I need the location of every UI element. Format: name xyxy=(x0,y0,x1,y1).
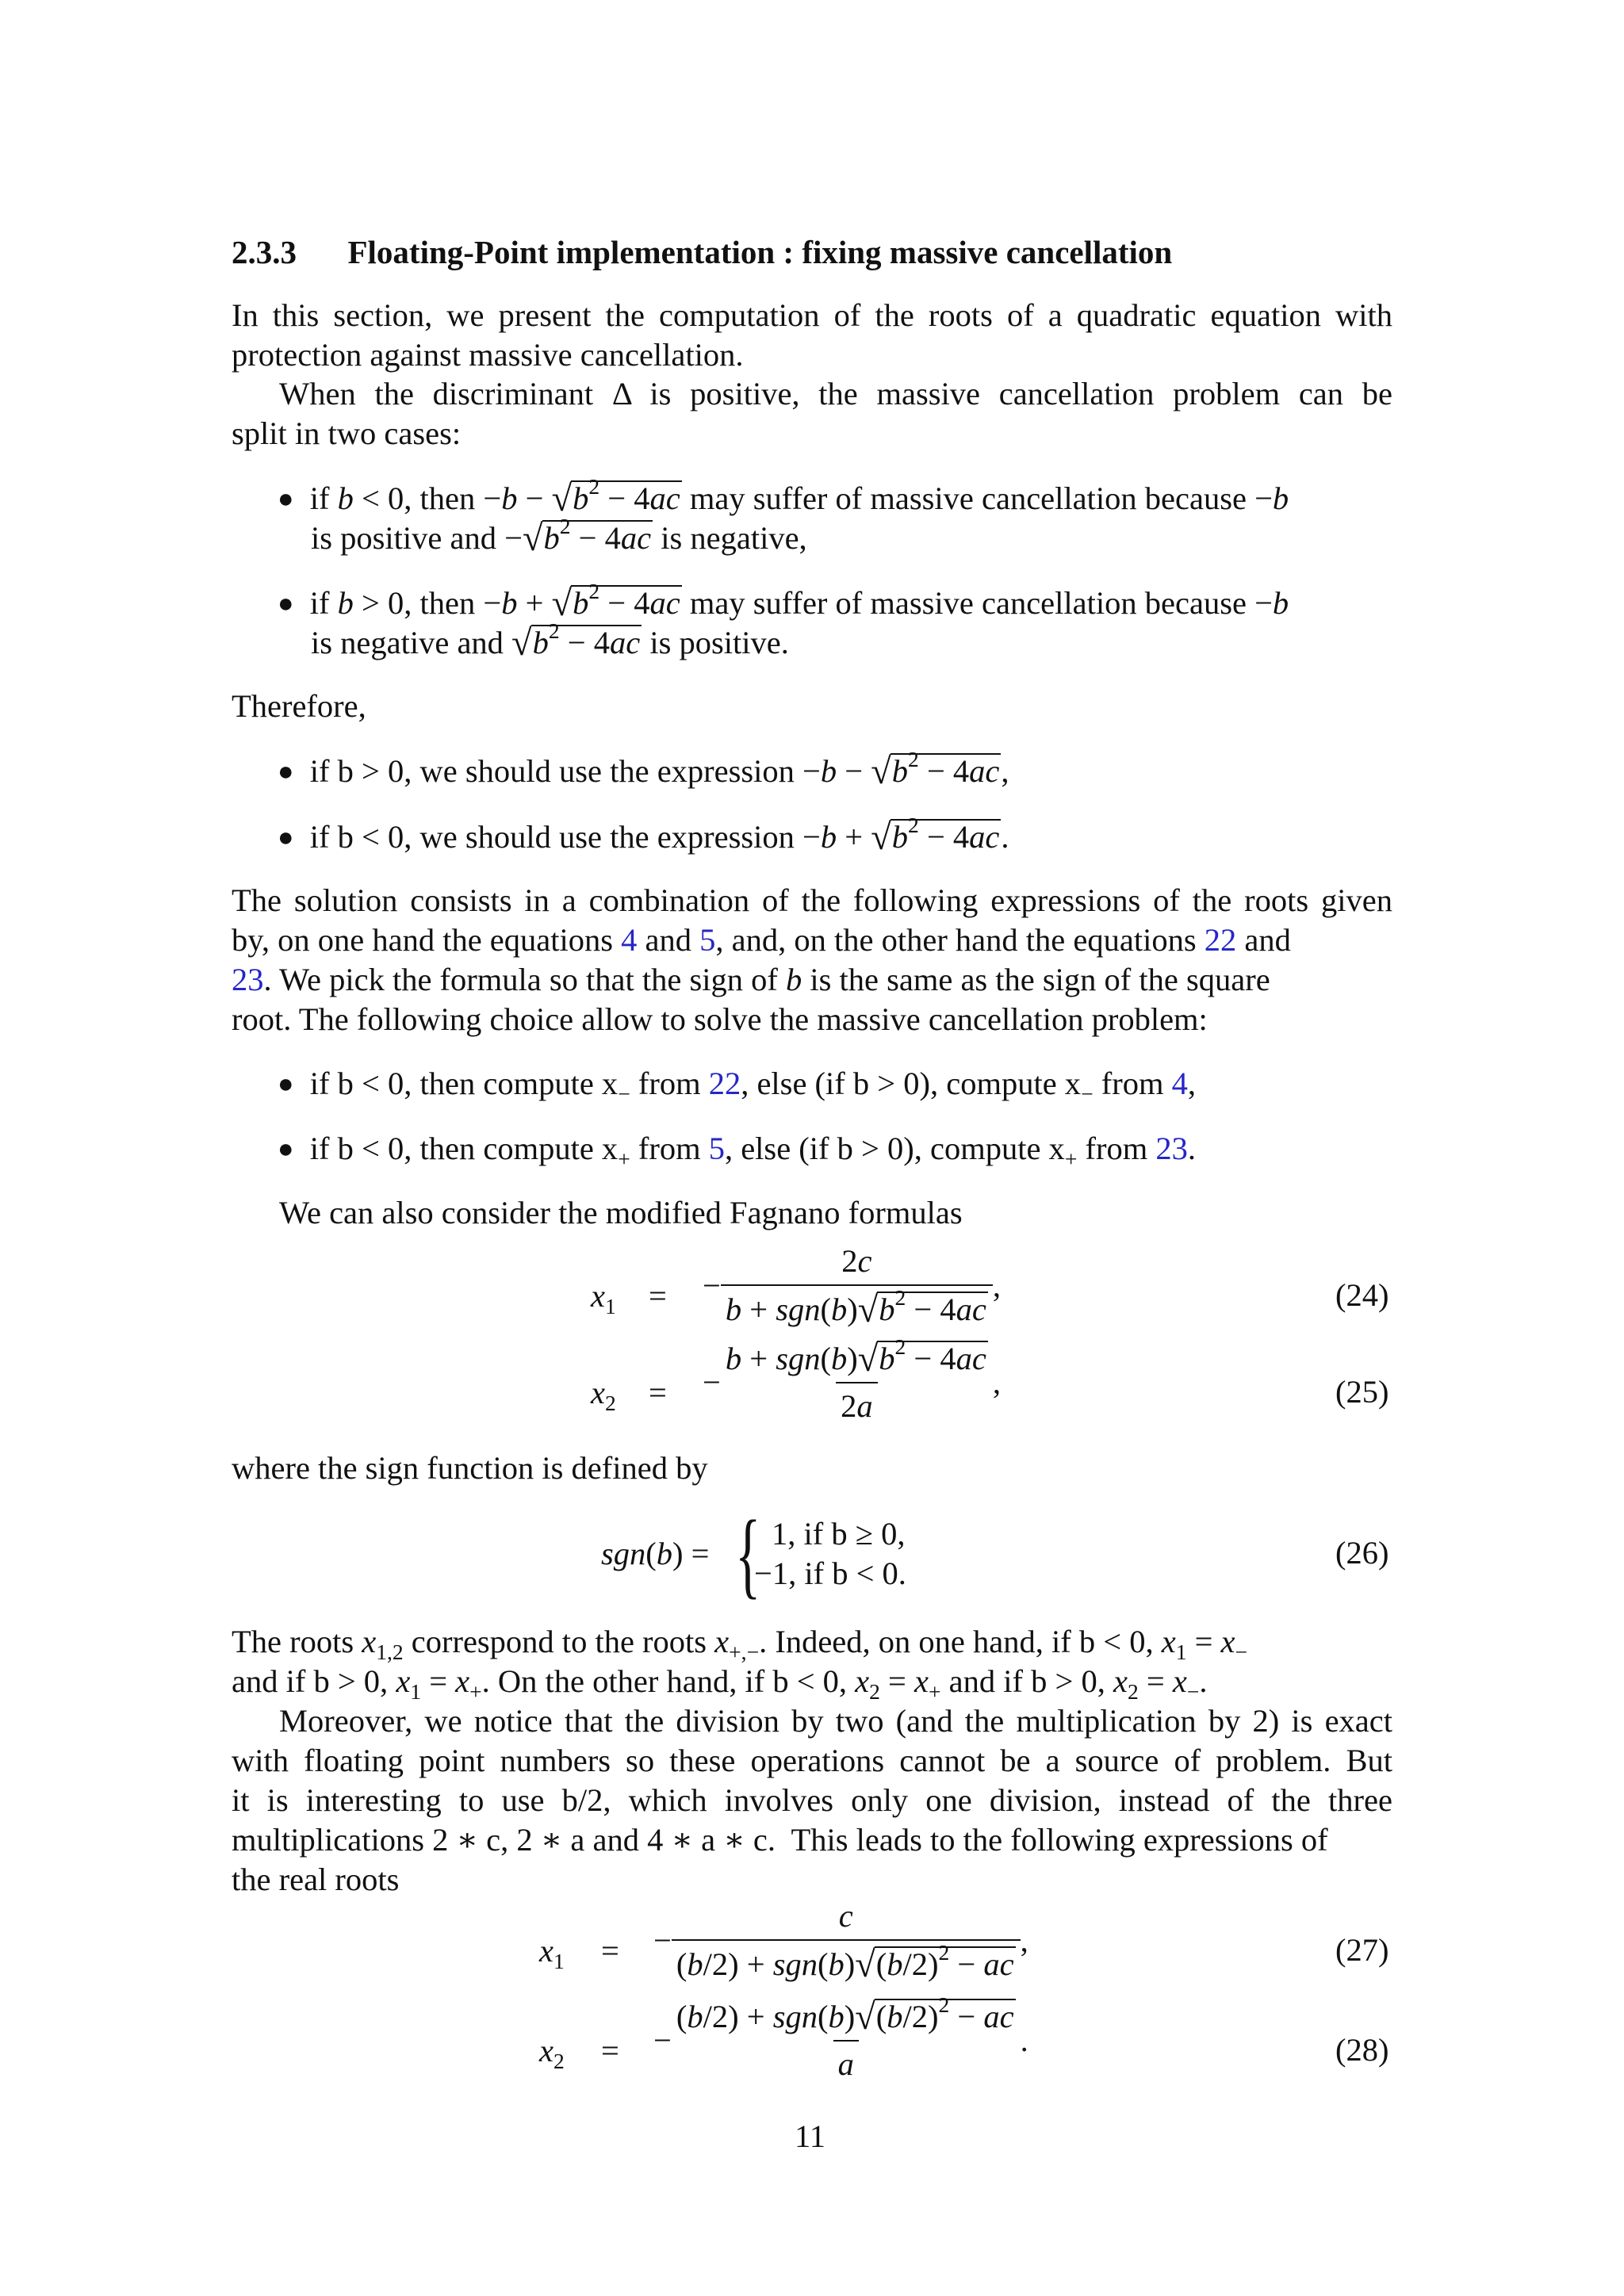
eq27-equals: = xyxy=(601,1933,619,1969)
eq27-number: (27) xyxy=(1335,1932,1389,1968)
eq26-lhs: sgn(b) = xyxy=(601,1536,710,1571)
choice-bullet-1: ● if b < 0, then compute $x_-$ from 22, else (if b > 0), compute $x_-$ from 4, xyxy=(278,1066,1196,1107)
eq25-equals: = xyxy=(649,1375,667,1410)
case-bullet-1: ● if b < 0, then $-b - √b^2 - 4ac$ may suffer of massive cancellation because −b xyxy=(278,474,1289,519)
sign-intro: where the sign function is defined by xyxy=(232,1450,708,1486)
solution-line-4: root. The following choice allow to solve the massive cancellation problem: xyxy=(232,1001,1208,1037)
equation-link-4[interactable]: 4 xyxy=(621,922,638,958)
eq28-number: (28) xyxy=(1335,2032,1389,2068)
eq24-lhs: $x_1$ xyxy=(591,1278,616,1319)
solution-line-2: by, on one hand the equations 4 and 5, and, on the other hand the equations 22 and xyxy=(232,922,1291,958)
intro-line-1: In this section, we present the computation of the roots of a quadratic equation with xyxy=(232,297,1392,333)
eq28-lhs: $x_2$ xyxy=(539,2033,565,2074)
eq24-rhs: − $\frac{2c}{b + sgn(b)√b^2 - 4ac}$ , xyxy=(703,1243,1001,1330)
eq25-rhs: − $\frac{b + sgn(b)√b^2 - 4ac}{2a}$ , xyxy=(703,1338,1001,1426)
eq25-number: (25) xyxy=(1335,1374,1389,1410)
equation-link-4[interactable]: 4 xyxy=(1171,1066,1188,1101)
therefore-text: Therefore, xyxy=(232,688,366,724)
moreover-line-1: Moreover, we notice that the division by two (and the multiplication by 2) is exact xyxy=(279,1703,1392,1739)
discriminant-line-2: split in two cases: xyxy=(232,415,462,451)
case-bullet-1-cont: is positive and $-√b^2 - 4ac$ is negative, xyxy=(311,514,807,559)
bullet-icon: ● xyxy=(278,757,294,786)
section-title: Floating-Point implementation : fixing massive cancellation xyxy=(347,234,1173,270)
eq25-lhs: $x_2$ xyxy=(591,1375,616,1416)
eq26-case-2: −1, if b < 0. xyxy=(754,1556,906,1591)
eq27-rhs: − $\frac{c}{(b/2) + sgn(b)√(b/2)^2 - ac}$ , xyxy=(653,1898,1028,1985)
eq28-equals: = xyxy=(601,2033,619,2068)
eq24-equals: = xyxy=(649,1278,667,1314)
equation-link-22[interactable]: 22 xyxy=(1204,922,1237,958)
moreover-line-4: multiplications 2 ∗ c, 2 ∗ a and 4 ∗ a ∗ c. This leads to the following expressions of xyxy=(232,1822,1328,1858)
moreover-line-2: with floating point numbers so these operations cannot be a source of problem. But xyxy=(232,1743,1392,1778)
case-bullet-2: ● if b > 0, then $-b + √b^2 - 4ac$ may suffer of massive cancellation because −b xyxy=(278,579,1289,624)
page-number: 11 xyxy=(795,2118,825,2154)
eq26-brace: { xyxy=(735,1501,761,1608)
section-number: 2.3.3 xyxy=(232,234,297,270)
case-bullet-2-cont: is negative and $√b^2 - 4ac$ is positive. xyxy=(311,618,789,664)
equation-link-5[interactable]: 5 xyxy=(708,1131,725,1166)
use-bullet-2: ● if b < 0, we should use the expression $-b + √b^2 - 4ac$. xyxy=(278,813,1009,858)
roots-line-2: and if b > 0, $x_1 = x_+$. On the other hand, if b < 0, $x_2 = x_+$ and if b > 0, $x_2 = x_-$. xyxy=(232,1663,1208,1705)
solution-line-3: 23. We pick the formula so that the sign of b is the same as the sign of the square xyxy=(232,962,1270,997)
choice-bullet-2: ● if b < 0, then compute $x_+$ from 5, else (if b > 0), compute $x_+$ from 23. xyxy=(278,1131,1196,1172)
eq26-number: (26) xyxy=(1335,1535,1389,1571)
roots-line-1: The roots $x_{1,2}$ correspond to the roots $x_{+,-}$. Indeed, on one hand, if b < 0, $x_1 = x_-$ xyxy=(232,1624,1248,1665)
equation-link-5[interactable]: 5 xyxy=(699,922,716,958)
solution-line-1: The solution consists in a combination of the following expressions of the roots given xyxy=(232,882,1392,918)
bullet-icon: ● xyxy=(278,484,294,514)
fagnano-intro: We can also consider the modified Fagnano formulas xyxy=(279,1195,963,1230)
use-bullet-1: ● if b > 0, we should use the expression $-b - √b^2 - 4ac$, xyxy=(278,747,1009,792)
intro-line-2: protection against massive cancellation. xyxy=(232,337,744,373)
eq28-rhs: − $\frac{(b/2) + sgn(b)√(b/2)^2 - ac}{a}$ . xyxy=(653,1996,1028,2084)
bullet-icon: ● xyxy=(278,823,294,852)
eq26-case-1: 1, if b ≥ 0, xyxy=(772,1516,906,1552)
equation-link-23[interactable]: 23 xyxy=(1155,1131,1188,1166)
moreover-line-3: it is interesting to use b/2, which involves only one division, instead of the three xyxy=(232,1782,1392,1818)
bullet-icon: ● xyxy=(278,1135,294,1164)
equation-link-22[interactable]: 22 xyxy=(708,1066,741,1101)
equation-link-23[interactable]: 23 xyxy=(232,962,264,997)
discriminant-line-1: When the discriminant Δ is positive, the massive cancellation problem can be xyxy=(279,376,1392,411)
eq24-number: (24) xyxy=(1335,1277,1389,1313)
eq27-lhs: $x_1$ xyxy=(539,1933,565,1974)
moreover-line-5: the real roots xyxy=(232,1862,400,1897)
section-heading xyxy=(232,233,1172,271)
bullet-icon: ● xyxy=(278,589,294,618)
bullet-icon: ● xyxy=(278,1070,294,1099)
